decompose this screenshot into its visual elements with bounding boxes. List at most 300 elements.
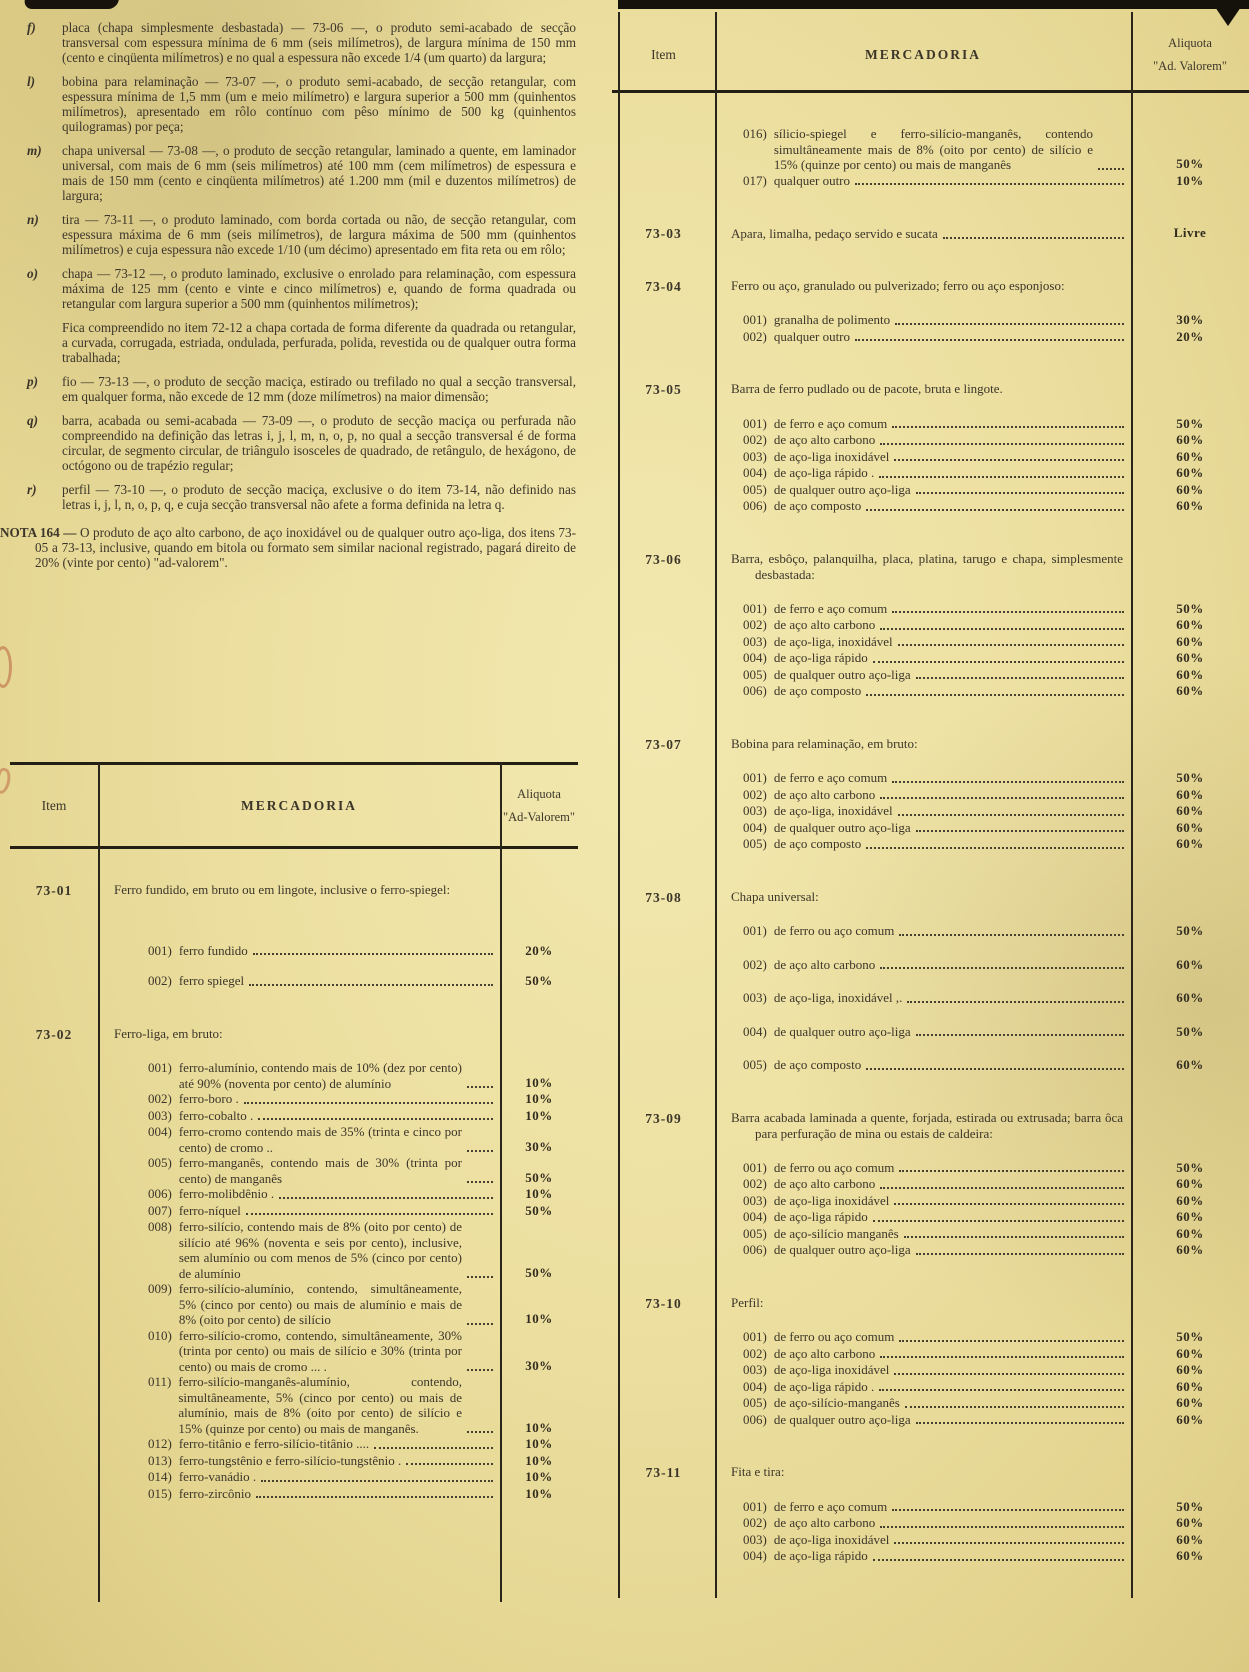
subitem-line <box>715 1548 1131 1564</box>
rate-value: Livre <box>1173 225 1207 240</box>
mercadoria-cell <box>98 1436 500 1453</box>
mercadoria-cell <box>715 1548 1131 1565</box>
paragraph <box>0 212 578 257</box>
subitem-row <box>612 1412 1249 1429</box>
subitem-line <box>98 1091 500 1107</box>
item-cell <box>10 1203 98 1220</box>
subitem-row <box>612 1499 1249 1516</box>
item-cell <box>612 482 715 499</box>
subitem-row <box>612 1160 1249 1177</box>
rate-value: 60% <box>1176 1411 1204 1427</box>
dot-leader <box>916 1253 1124 1255</box>
group-head-row <box>10 882 578 899</box>
item-cell <box>10 1186 98 1203</box>
subitem-code: 003) <box>743 1362 767 1377</box>
subitem-line <box>98 1203 500 1219</box>
item-cell <box>10 1091 98 1108</box>
dot-leader <box>916 830 1124 832</box>
item-cell <box>612 601 715 618</box>
subitem-row <box>10 1124 578 1155</box>
dot-leader <box>873 1220 1124 1222</box>
rate-value: 60% <box>1176 1395 1204 1410</box>
header-aliquota-line2: "Ad-Valorem" <box>503 810 575 824</box>
header-mercadoria-label: MERCADORIA <box>865 46 981 62</box>
item-number: 73-02 <box>35 1026 73 1042</box>
subitem-line <box>98 1486 500 1502</box>
subitem-code: 005) <box>743 1225 767 1241</box>
rate-cell <box>1131 923 1249 940</box>
rate-value: 60% <box>1176 650 1204 665</box>
subitem-text: de aço-liga, inoxidável <box>773 803 893 818</box>
subitem-line <box>715 449 1131 465</box>
rate-value: 60% <box>1176 1192 1204 1208</box>
subitem-row <box>612 432 1249 449</box>
subitem-text: ferro-vanádio . <box>178 1469 257 1484</box>
paragraph-text: chapa — 73-12 —, o produto laminado, exclusive o enrolado para relaminação, com espessura máxima de 125 mm (cento e vinte e cinco milímetros) e, quando de forma quadrada ou retangular com largura superior a 500 mm (quinhentos milímetros); <box>62 266 576 311</box>
paragraph <box>0 482 578 512</box>
rate-cell <box>1131 889 1249 906</box>
header-aliquota-label <box>500 787 578 824</box>
rate-value: 50% <box>1176 1329 1204 1344</box>
rate-cell <box>1131 1160 1249 1177</box>
subitem-row <box>612 990 1249 1007</box>
dot-leader <box>467 1150 493 1152</box>
mercadoria-cell <box>715 803 1131 820</box>
subitem-code: 005) <box>743 1057 767 1072</box>
subitem-code: 002) <box>148 973 172 988</box>
mercadoria-cell <box>98 1124 500 1155</box>
rate-value: 60% <box>1176 1515 1204 1530</box>
dot-leader <box>244 1102 493 1104</box>
subitem-code: 006) <box>743 498 767 513</box>
subitem-code: 004) <box>743 819 767 835</box>
item-cell <box>612 650 715 667</box>
item-cell <box>10 1436 98 1453</box>
subitem-row <box>612 650 1249 667</box>
rate-cell <box>500 882 578 899</box>
rate-value: 60% <box>1176 481 1204 497</box>
rate-cell <box>1131 1346 1249 1363</box>
mercadoria-cell <box>98 1486 500 1503</box>
subitem-code: 005) <box>743 836 767 851</box>
subitem-code: 005) <box>743 1395 767 1410</box>
subitem-line <box>715 1532 1131 1548</box>
item-cell <box>612 312 715 329</box>
rate-value: 10% <box>525 1074 553 1090</box>
subitem-text: de qualquer outro aço-liga <box>773 1023 911 1039</box>
subitem-line <box>98 1328 500 1375</box>
dot-leader <box>374 1447 493 1449</box>
subitem-row <box>612 1362 1249 1379</box>
dot-leader <box>904 1236 1124 1238</box>
item-cell <box>10 1281 98 1328</box>
subitem-row <box>612 836 1249 853</box>
paragraph <box>0 413 578 473</box>
mercadoria-cell <box>98 1453 500 1470</box>
rate-cell <box>1131 278 1249 295</box>
subitem-line <box>715 667 1131 683</box>
right-table-body <box>612 90 1249 1565</box>
subitem-row <box>612 1329 1249 1346</box>
subitem-code: 003) <box>743 633 767 649</box>
item-description: Ferro fundido, em bruto ou em lingote, inclusive o ferro-spiegel: <box>114 882 451 897</box>
subitem-text: de aço alto carbono <box>773 786 876 802</box>
dot-leader <box>880 443 1124 445</box>
item-group <box>612 1464 1249 1565</box>
dot-leader <box>899 934 1124 936</box>
dot-leader <box>916 1422 1124 1424</box>
subitem-row <box>612 634 1249 651</box>
rate-cell <box>1131 1395 1249 1412</box>
rate-cell <box>1131 173 1249 190</box>
item-cell <box>612 1515 715 1532</box>
subitem-line <box>715 173 1131 189</box>
subitem-text: de aço-liga inoxidável <box>773 1362 890 1377</box>
subitem-text: ferro-boro . <box>178 1091 239 1106</box>
subitem-line <box>98 1186 500 1202</box>
subitem-row <box>612 1515 1249 1532</box>
rate-value: 60% <box>1176 498 1204 513</box>
dot-leader <box>894 1542 1124 1544</box>
subitem-row <box>612 820 1249 837</box>
subitem-row <box>10 943 578 960</box>
dot-leader <box>866 509 1124 511</box>
mercadoria-cell <box>98 1203 500 1220</box>
rate-cell <box>1131 1057 1249 1074</box>
subitem-row <box>10 1108 578 1125</box>
subitem-code: 004) <box>743 1378 767 1394</box>
mercadoria-cell <box>715 482 1131 499</box>
paragraph-letter: f) <box>27 20 36 35</box>
subitem-text: de aço composto <box>773 683 862 698</box>
rate-value: 50% <box>1176 1159 1204 1175</box>
dot-leader <box>880 967 1124 969</box>
item-cell <box>612 1160 715 1177</box>
rate-value: 60% <box>1176 836 1204 851</box>
item-cell <box>612 432 715 449</box>
subitem-line <box>715 482 1131 498</box>
dot-leader <box>898 814 1124 816</box>
dot-leader <box>879 1389 1124 1391</box>
group-head-row <box>612 1295 1249 1312</box>
item-cell <box>10 1026 98 1043</box>
subitem-row <box>612 449 1249 466</box>
subitem-text: ferro-cobalto . <box>178 1107 254 1123</box>
item-cell <box>10 973 98 990</box>
mercadoria-cell <box>715 1242 1131 1259</box>
item-cell <box>10 1469 98 1486</box>
dot-leader <box>467 1431 493 1433</box>
subitem-code: 016) <box>743 126 767 141</box>
rate-cell <box>500 1203 578 1220</box>
rate-value: 60% <box>1176 1531 1204 1547</box>
paragraph <box>0 143 578 203</box>
mercadoria-cell <box>715 432 1131 449</box>
item-group <box>612 889 1249 1074</box>
header-aliquota-line2: "Ad. Valorem" <box>1153 59 1227 73</box>
subitem-row <box>612 803 1249 820</box>
item-number: 73-03 <box>645 226 682 241</box>
dot-leader <box>406 1463 493 1465</box>
subitem-row <box>612 173 1249 190</box>
rate-value: 10% <box>1176 172 1204 188</box>
rate-cell <box>1131 1515 1249 1532</box>
subitem-code: 002) <box>743 432 767 447</box>
item-cell <box>612 1024 715 1041</box>
subitem-list <box>612 1160 1249 1259</box>
rate-value: 10% <box>525 1436 553 1451</box>
item-cell <box>612 1464 715 1481</box>
dot-leader <box>916 677 1124 679</box>
rate-cell <box>1131 1242 1249 1259</box>
dot-leader <box>892 611 1124 613</box>
mercadoria-cell <box>715 1193 1131 1210</box>
item-cell <box>612 736 715 753</box>
subitem-text: de aço alto carbono <box>773 432 876 447</box>
dot-leader <box>279 1197 493 1199</box>
subitem-line <box>715 634 1131 650</box>
subitem-code: 004) <box>743 465 767 480</box>
rate-cell <box>1131 498 1249 515</box>
dot-leader <box>467 1086 493 1088</box>
item-cell <box>612 1329 715 1346</box>
item-number: 73-07 <box>645 736 682 752</box>
paragraph-text: Fica compreendido no item 72-12 a chapa cortada de forma diferente da quadrada ou retangular, a curvada, corrugada, estriada, ondulada, perfurada, polida, revestida ou de qualquer outra forma trabalhada; <box>62 320 576 365</box>
rate-cell <box>1131 432 1249 449</box>
subitem-code: 003) <box>743 803 767 818</box>
subitem-code: 002) <box>743 328 767 344</box>
mercadoria-cell <box>715 1532 1131 1549</box>
mercadoria-cell <box>715 312 1131 329</box>
item-cell <box>612 225 715 242</box>
subitem-line <box>715 1057 1131 1073</box>
mercadoria-cell <box>98 1374 500 1436</box>
header-aliquota-label <box>1131 36 1249 73</box>
item-cell <box>10 1374 98 1436</box>
rate-cell <box>500 1374 578 1436</box>
paragraph-list <box>0 20 578 512</box>
rate-value: 60% <box>1176 1242 1204 1257</box>
subitem-text: de ferro e aço comum <box>773 415 888 431</box>
subitem-text: de ferro ou aço comum <box>773 923 895 938</box>
rate-value: 60% <box>1176 465 1204 480</box>
group-head-row <box>612 225 1249 242</box>
rate-cell <box>1131 1329 1249 1346</box>
item-cell <box>612 416 715 433</box>
item-cell <box>612 889 715 906</box>
item-number: 73-08 <box>645 889 682 905</box>
subitem-row <box>612 1193 1249 1210</box>
subitem-code: 003) <box>743 1192 767 1208</box>
subitem-code: 001) <box>743 923 767 938</box>
rate-value: 20% <box>525 942 553 958</box>
subitem-text: de aço-liga rápido <box>773 1209 868 1224</box>
item-number: 73-04 <box>645 278 682 294</box>
subitem-row <box>612 1395 1249 1412</box>
subitem-line <box>715 1499 1131 1515</box>
subitem-row <box>10 1091 578 1108</box>
subitem-code: 003) <box>743 448 767 464</box>
subitem-line <box>715 312 1131 328</box>
rate-cell <box>500 1436 578 1453</box>
item-cell <box>612 990 715 1007</box>
right-tariff-table <box>612 10 1249 1598</box>
paragraph-letter: p) <box>27 374 38 389</box>
mercadoria-cell <box>715 1362 1131 1379</box>
subitem-text: qualquer outro <box>773 172 851 188</box>
subitem-row <box>10 1060 578 1091</box>
rate-cell <box>1131 820 1249 837</box>
rate-cell <box>1131 683 1249 700</box>
subitem-code: 002) <box>743 1515 767 1530</box>
item-cell <box>612 770 715 787</box>
subitem-text: de aço-silício-manganês <box>773 1395 900 1410</box>
subitem-code: 005) <box>743 666 767 682</box>
paragraph-text: tira — 73-11 —, o produto laminado, com borda cortada ou não, de secção retangular, com espessura máxima de 6 mm (seis milímetros), de largura máxima de 500 mm (quinhentos milímetros) e cuja espessura não excede 1/10 (um décimo) apresentado em fita reta ou em rôlo; <box>62 212 576 257</box>
left-table-body <box>10 846 578 1502</box>
subitem-text: de aço alto carbono <box>773 1515 876 1530</box>
rate-value: 50% <box>1176 770 1204 785</box>
item-cell <box>612 1242 715 1259</box>
item-cell <box>612 126 715 173</box>
subitem-line <box>715 1395 1131 1411</box>
subitem-line <box>715 601 1131 617</box>
subitem-text: de aço composto <box>773 836 862 851</box>
item-number: 73-09 <box>645 1110 682 1126</box>
rate-value: 60% <box>1176 803 1204 818</box>
rate-cell <box>1131 329 1249 346</box>
paragraph <box>0 374 578 404</box>
mercadoria-cell <box>715 1379 1131 1396</box>
subitem-code: 002) <box>743 1345 767 1361</box>
subitem-code: 001) <box>743 1329 767 1344</box>
rate-value: 20% <box>1176 328 1204 344</box>
subitem-code: 004) <box>148 1124 172 1139</box>
dot-leader <box>943 237 1124 239</box>
header-aliquota-line1: Aliquota <box>1168 36 1212 50</box>
paragraph-letter: q) <box>27 413 38 428</box>
subitem-text: de qualquer outro aço-liga <box>773 1411 911 1427</box>
subitem-text: de qualquer outro aço-liga <box>773 481 911 497</box>
dot-leader <box>894 1373 1124 1375</box>
item-cell <box>10 1060 98 1091</box>
dot-leader <box>855 183 1124 185</box>
subitem-line <box>715 1176 1131 1192</box>
dot-leader <box>261 1480 493 1482</box>
item-group <box>612 551 1249 700</box>
subitem-code: 002) <box>743 786 767 802</box>
dot-leader <box>899 1170 1124 1172</box>
subitem-text: granalha de polimento <box>773 312 891 327</box>
rate-value: 50% <box>1176 156 1204 171</box>
subitem-text: ferro-silício-cromo, contendo, simultâneamente, 30% (trinta por cento) ou mais de silício e 30% (trinta por cento) ou mais de cromo ... . <box>178 1327 462 1374</box>
rate-value: 60% <box>1176 786 1204 802</box>
item-cell <box>612 173 715 190</box>
subitem-line <box>98 1108 500 1124</box>
dot-leader <box>467 1181 493 1183</box>
subitem-line <box>98 943 500 959</box>
subitem-line <box>98 1453 500 1469</box>
rate-value: 60% <box>1176 1378 1204 1394</box>
rate-value: 50% <box>1176 1498 1204 1514</box>
left-tariff-table <box>10 762 578 1602</box>
rate-cell <box>1131 1295 1249 1312</box>
subitem-text: de aço-liga rápido <box>773 650 868 665</box>
rate-cell <box>1131 836 1249 853</box>
subitem-text: ferro spiegel <box>178 973 245 988</box>
rate-value: 60% <box>1176 432 1204 447</box>
item-cell <box>10 1486 98 1503</box>
item-number: 73-01 <box>35 883 73 898</box>
subitem-code: 004) <box>743 1023 767 1039</box>
rate-value: 60% <box>1176 666 1204 682</box>
subitem-text: ferro-zircônio <box>178 1485 252 1501</box>
subitem-row <box>612 667 1249 684</box>
dot-leader <box>873 661 1124 663</box>
mercadoria-cell <box>715 1209 1131 1226</box>
dot-leader <box>866 847 1124 849</box>
subitem-row <box>612 416 1249 433</box>
subitem-text: ferro-molibdênio . <box>178 1186 275 1201</box>
mercadoria-cell <box>715 1412 1131 1429</box>
subitem-line <box>98 1469 500 1485</box>
mercadoria-cell <box>98 1155 500 1186</box>
subitem-line <box>715 990 1131 1006</box>
rate-value: 50% <box>1176 600 1204 616</box>
subitem-line <box>98 1436 500 1452</box>
subitem-text: de ferro ou aço comum <box>773 1159 895 1175</box>
rate-value: 10% <box>525 1186 553 1201</box>
subitem-line <box>715 836 1131 852</box>
subitem-line <box>715 787 1131 803</box>
table-header <box>612 19 1249 90</box>
paragraph-letter: r) <box>27 482 37 497</box>
item-cell <box>612 1110 715 1142</box>
nota-paragraph <box>0 525 578 570</box>
scan-artifact-top-left-blob <box>23 0 119 9</box>
rate-value: 10% <box>525 1311 553 1326</box>
header-item-label: Item <box>651 46 676 62</box>
dot-leader <box>880 628 1124 630</box>
subitem-text: de ferro e aço comum <box>773 600 888 616</box>
group-head-row <box>612 1110 1249 1142</box>
item-cell <box>612 820 715 837</box>
subitem-text: de aço alto carbono <box>773 1345 876 1361</box>
subitem-code: 008) <box>148 1219 172 1234</box>
item-cell <box>612 1499 715 1516</box>
mercadoria-cell <box>715 957 1131 974</box>
rate-value: 10% <box>525 1452 553 1468</box>
subitem-text: ferro-silício-manganês-alumínio, contendo, simultâneamente, 5% (cinco por cento) ou mais de alumínio, mais de 8% (oito por cento) de silício e 15% (quinze por cento) ou mais de manganês. <box>178 1374 462 1436</box>
subitem-line <box>98 973 500 989</box>
subitem-code: 010) <box>148 1327 172 1343</box>
subitem-line <box>715 650 1131 666</box>
subitem-line <box>715 803 1131 819</box>
rate-cell <box>1131 1548 1249 1565</box>
header-item-label: Item <box>41 797 67 813</box>
subitem-text: ferro fundido <box>178 942 248 958</box>
rate-cell <box>500 1060 578 1091</box>
paragraph-letter: m) <box>27 143 42 158</box>
rate-value: 60% <box>1176 1362 1204 1377</box>
rate-cell <box>1131 1532 1249 1549</box>
item-cell <box>10 1453 98 1470</box>
item-group <box>612 278 1249 346</box>
subitem-line <box>715 1193 1131 1209</box>
rate-value: 60% <box>1176 1225 1204 1241</box>
item-cell <box>10 1155 98 1186</box>
mercadoria-cell <box>715 173 1131 190</box>
